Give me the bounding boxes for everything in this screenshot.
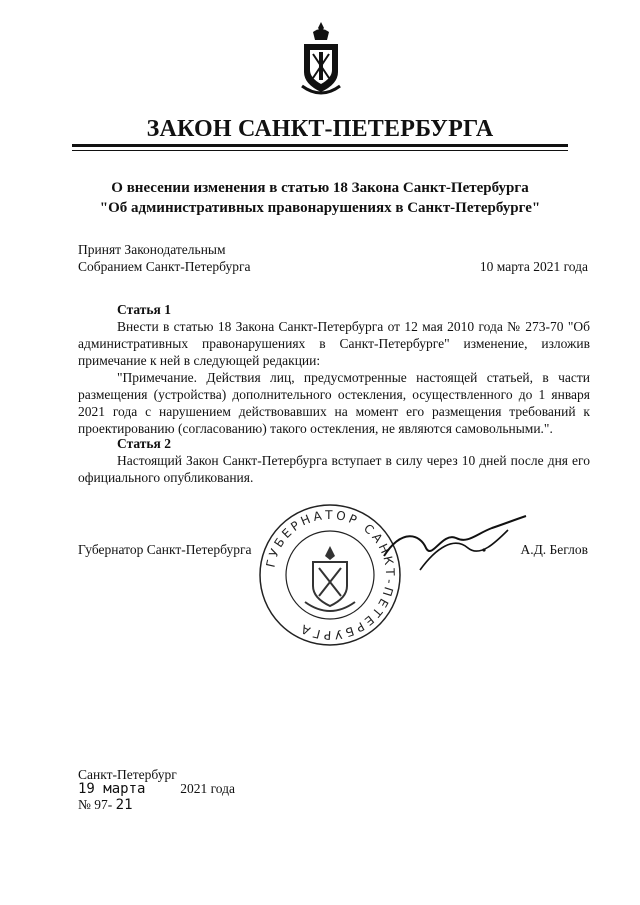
footer-number (78, 797, 133, 813)
adopted-by (78, 241, 251, 275)
article1-body (78, 318, 590, 437)
adopted-line1: Принят Законодательным (78, 242, 226, 257)
svg-text:ГУБЕРНАТОР САНКТ-ПЕТЕРБУРГА: ГУБЕРНАТОР САНКТ-ПЕТЕРБУРГА (263, 507, 398, 643)
signer-position: Губернатор Санкт-Петербурга (78, 542, 252, 557)
law-heading-line1: О внесении изменения в статью 18 Закона Санкт-Петербурга (111, 180, 529, 196)
law-heading (0, 178, 640, 218)
article2-title: Статья 2 (117, 436, 171, 451)
article1-paragraph: Внести в статью 18 Закона Санкт-Петербурга от 12 мая 2010 года № 273-70 "Об административных правонарушениях в Санкт-Петербурге" изменение, изложив примечание к ней в следующей редакции: (78, 319, 590, 368)
title-rule-thick (72, 144, 568, 147)
adopted-line2: Собранием Санкт-Петербурга (78, 259, 251, 274)
footer-place: Санкт-Петербург (78, 767, 177, 782)
law-heading-line2: "Об административных правонарушениях в Санкт-Петербурге" (99, 200, 541, 216)
article2-paragraph: Настоящий Закон Санкт-Петербурга вступает в силу через 10 дней после дня его официального опубликования. (78, 453, 590, 485)
footer-number-value: 21 (115, 797, 133, 813)
footer-date (78, 781, 235, 797)
article1-title: Статья 1 (117, 302, 171, 317)
page-title: ЗАКОН САНКТ-ПЕТЕРБУРГА (146, 116, 494, 142)
footer-number-prefix: № 97- (78, 797, 113, 812)
handwritten-signature (380, 508, 530, 578)
title-rule-thin (72, 150, 568, 151)
signer-name: А.Д. Беглов (520, 542, 588, 557)
article2-body (78, 452, 590, 486)
coat-of-arms-icon (296, 20, 346, 102)
footer-year: 2021 года (180, 781, 235, 796)
adopted-date: 10 марта 2021 года (479, 259, 588, 274)
article1-note: "Примечание. Действия лиц, предусмотренные настоящей статьей, в части размещения (устройства) дополнительного остекления, осуществленного до 1 января 2021 года с нарушением действовавших на момент его размещения требований к проектированию (согласованию) такого остекления, не являются самовольными.". (78, 370, 590, 436)
footer-day-month: 19 марта (78, 781, 146, 797)
